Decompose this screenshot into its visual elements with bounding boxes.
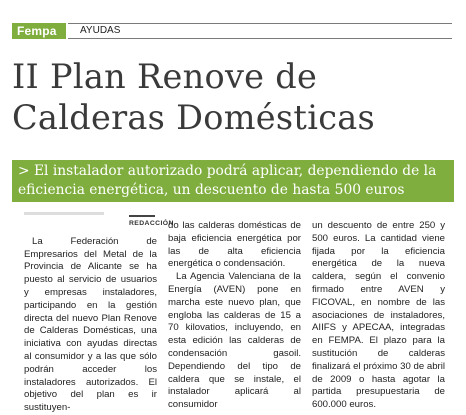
article-column-3: [312, 220, 445, 412]
paragraph: La Agencia Valenciana de la Energía (AVEN) pone en marcha este nuevo plan, que engloba las calderas de 15 a 70 kilovatios, incluyendo, en esta edición las calderas de condensación gasoil. Dependiendo del tipo de caldera que se instale, el instalador aplicará al consumidor: [168, 271, 301, 411]
article-column-2: [168, 220, 301, 412]
paragraph: un descuento de entre 250 y 500 euros. La cantidad viene fijada por la eficiencia energética de la nueva caldera, según el convenio firmado entre AVEN y FICOVAL, en nombre de las asociaciones de instaladores, AIIFS y APECAA, integradas en FEMPA. El plazo para la sustitución de calderas finalizará el próximo 30 de abril de 2009 o hasta agotar la partida presupuestaria de 600.000 euros.: [312, 220, 445, 411]
paragraph: do las calderas domésticas de baja eficiencia energética por las de alta eficiencia energética o condensación.: [168, 220, 301, 270]
byline: REDACCIÓN: [129, 215, 155, 231]
article-header-bar: [12, 23, 452, 39]
article-deck: > El instalador autorizado podrá aplicar, dependiendo de la eficiencia energética, un descuento de hasta 500 euros: [12, 160, 454, 202]
column-rule: [24, 212, 104, 215]
article-headline: II Plan Renove de Calderas Domésticas: [12, 57, 376, 137]
paragraph: La Federación de Empresarios del Metal de la Provincia de Alicante se ha puesto al servicio de usuarios y empresas instaladores, participando en la gestión directa del nuevo Plan Renove de Calderas Domésticas, una iniciativa con ayudas directas al consumidor y a las que sólo podrán acceder los instaladores autorizados. El objetivo del plan es ir sustituyen-: [24, 235, 157, 414]
brand-label: Fempa: [12, 23, 66, 39]
article-column-1: [24, 218, 174, 415]
section-label: AYUDAS: [68, 23, 452, 39]
